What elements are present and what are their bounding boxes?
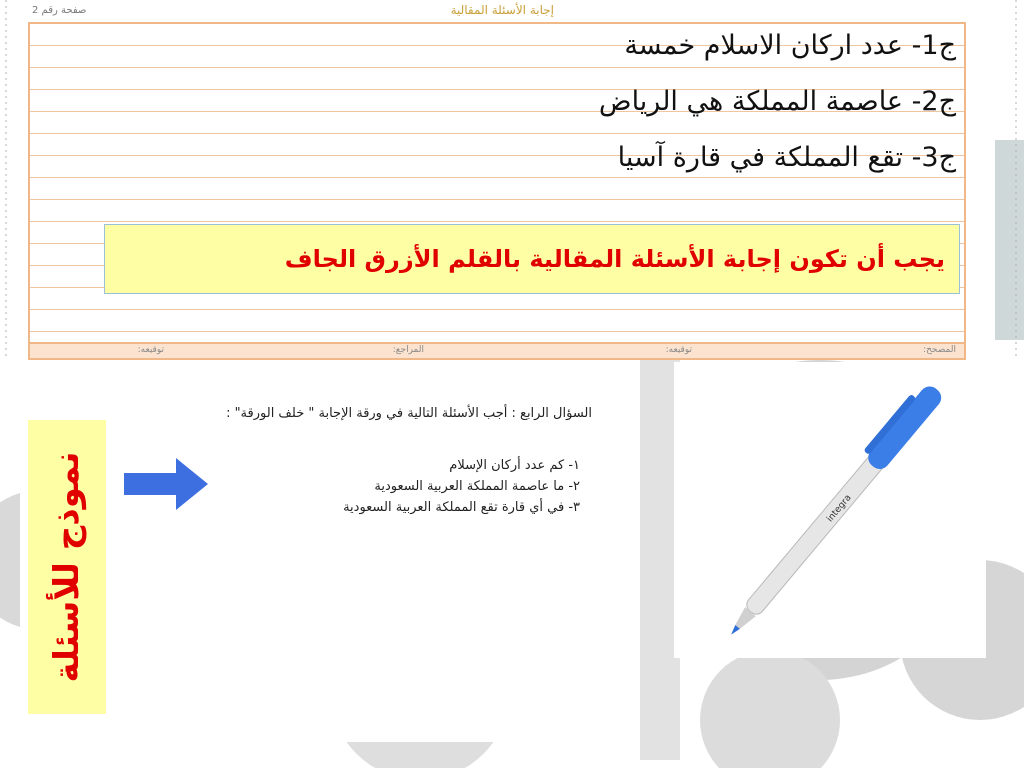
pen-brand: integra bbox=[825, 493, 854, 525]
answer-2: ج2- عاصمة المملكة هي الرياض bbox=[598, 86, 956, 117]
sheet-header bbox=[30, 2, 964, 22]
corrector-sign-label: توقيعه: bbox=[665, 345, 692, 355]
answer-sheet bbox=[28, 3, 966, 360]
ballpoint-pen-icon bbox=[674, 362, 986, 658]
warning-box bbox=[104, 224, 960, 294]
sheet-title: إجابة الأسئلة المقالية bbox=[450, 3, 554, 17]
sample-label-box bbox=[28, 420, 106, 714]
answer-1: ج1- عدد اركان الاسلام خمسة bbox=[624, 30, 956, 61]
pen-picture bbox=[674, 362, 986, 658]
question-sample-panel bbox=[20, 368, 632, 742]
question-item-3: ٣- في أي قارة تقع المملكة العربية السعودية bbox=[343, 500, 580, 515]
corrector-label: المصحح: bbox=[923, 345, 956, 355]
sheet-page-number: صفحة رقم 2 bbox=[32, 5, 87, 16]
signature-strip bbox=[30, 342, 964, 358]
reviewer-sign-label: توقيعه: bbox=[137, 345, 164, 355]
question-item-2: ٢- ما عاصمة المملكة العربية السعودية bbox=[374, 479, 580, 494]
question-item-1: ١- كم عدد أركان الإسلام bbox=[449, 458, 580, 473]
sample-label: نموذج للأسئلة bbox=[47, 451, 87, 683]
arrow-right-icon bbox=[124, 458, 208, 510]
answer-3: ج3- تقع المملكة في قارة آسيا bbox=[617, 142, 956, 173]
warning-text: يجب أن تكون إجابة الأسئلة المقالية بالقلم الأزرق الجاف bbox=[284, 245, 945, 273]
reviewer-label: المراجع: bbox=[392, 345, 424, 355]
question-title: السؤال الرابع : أجب الأسئلة التالية في ورقة الإجابة " خلف الورقة" : bbox=[226, 406, 592, 421]
